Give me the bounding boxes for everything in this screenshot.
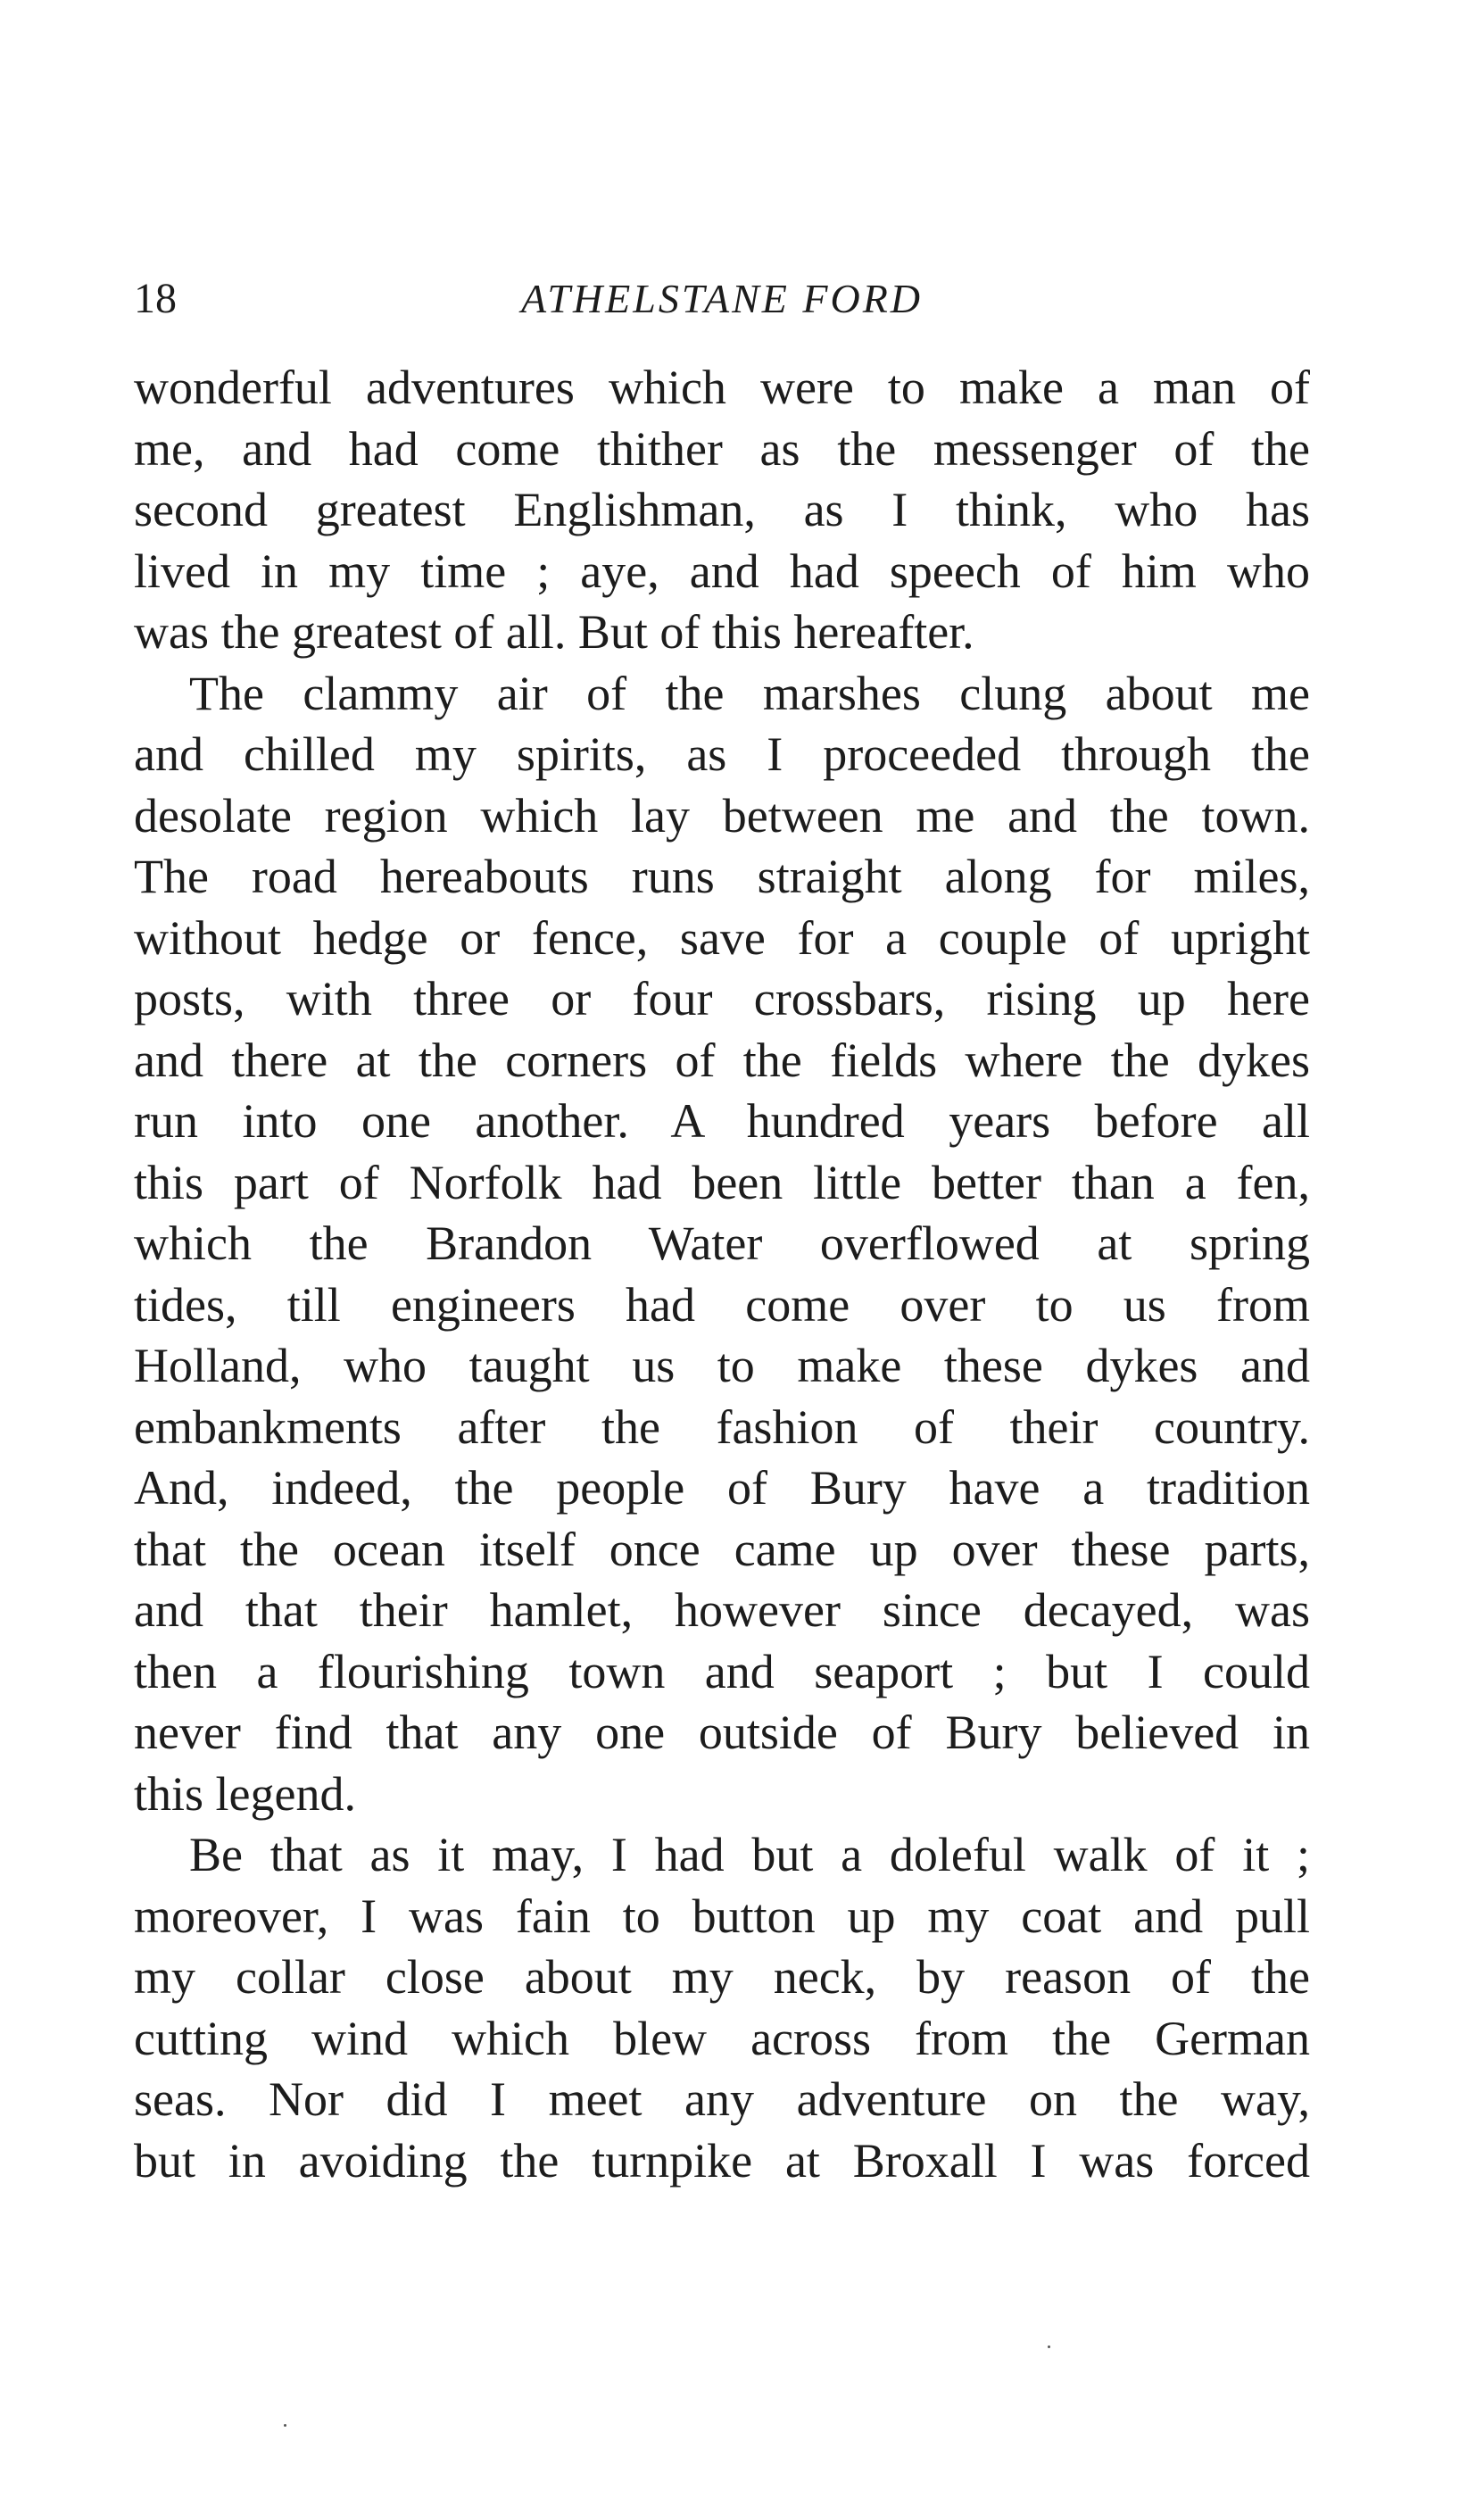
text-line: tides, till engineers had come over to us from [134,1277,1310,1332]
text-line: me, and had come thither as the messenger of the [134,421,1310,476]
text-line: was the greatest of all. But of this hereafter. [134,605,974,659]
running-head [134,272,1310,326]
text-line: that the ocean itself once came up over these parts, [134,1522,1310,1576]
text-line: seas. Nor did I meet any adventure on the way, [134,2072,1310,2126]
text-line: second greatest Englishman, as I think, who has [134,483,1310,536]
text-line: run into one another. A hundred years before all [134,1094,1310,1148]
paper-speck [1048,2345,1050,2348]
text-line: this part of Norfolk had been little better than a fen, [134,1155,1310,1209]
text-line: and there at the corners of the fields where the dykes [134,1033,1310,1087]
page-number: 18 [134,275,177,322]
text-line: And, indeed, the people of Bury have a tradition [134,1461,1310,1515]
text-line: moreover, I was fain to button up my coat and pull [134,1889,1310,1943]
paper-speck [284,2424,286,2427]
text-line: Holland, who taught us to make these dykes and [134,1339,1310,1392]
text-line: and that their hamlet, however since decayed, was [134,1583,1310,1637]
text-line: cutting wind which blew across from the German [134,2011,1310,2065]
text-line: embankments after the fashion of their country. [134,1399,1310,1454]
text-line: but in avoiding the turnpike at Broxall I was forced [134,2133,1310,2188]
text-line: this legend. [134,1766,356,1821]
running-title: ATHELSTANE FORD [520,276,924,321]
text-line: The clammy air of the marshes clung about me [189,666,1310,720]
text-line: then a flourishing town and seaport ; but I could [134,1644,1310,1698]
text-line: and chilled my spirits, as I proceeded through the [134,727,1310,781]
body-text [134,357,1310,2191]
text-line: posts, with three or four crossbars, rising up here [134,972,1310,1025]
text-line: never find that any one outside of Bury believed in [134,1706,1310,1759]
text-line: my collar close about my neck, by reason of the [134,1950,1310,2004]
text-line: Be that as it may, I had but a doleful walk of it ; [189,1828,1310,1881]
text-line: lived in my time ; aye, and had speech of him who [134,544,1310,598]
text-line: wonderful adventures which were to make a man of [134,361,1310,414]
text-line: which the Brandon Water overflowed at spring [134,1216,1310,1270]
text-line: desolate region which lay between me and the town. [134,788,1310,843]
text-line: The road hereabouts runs straight along for miles, [134,850,1310,903]
text-line: without hedge or fence, save for a couple of upright [134,910,1310,965]
